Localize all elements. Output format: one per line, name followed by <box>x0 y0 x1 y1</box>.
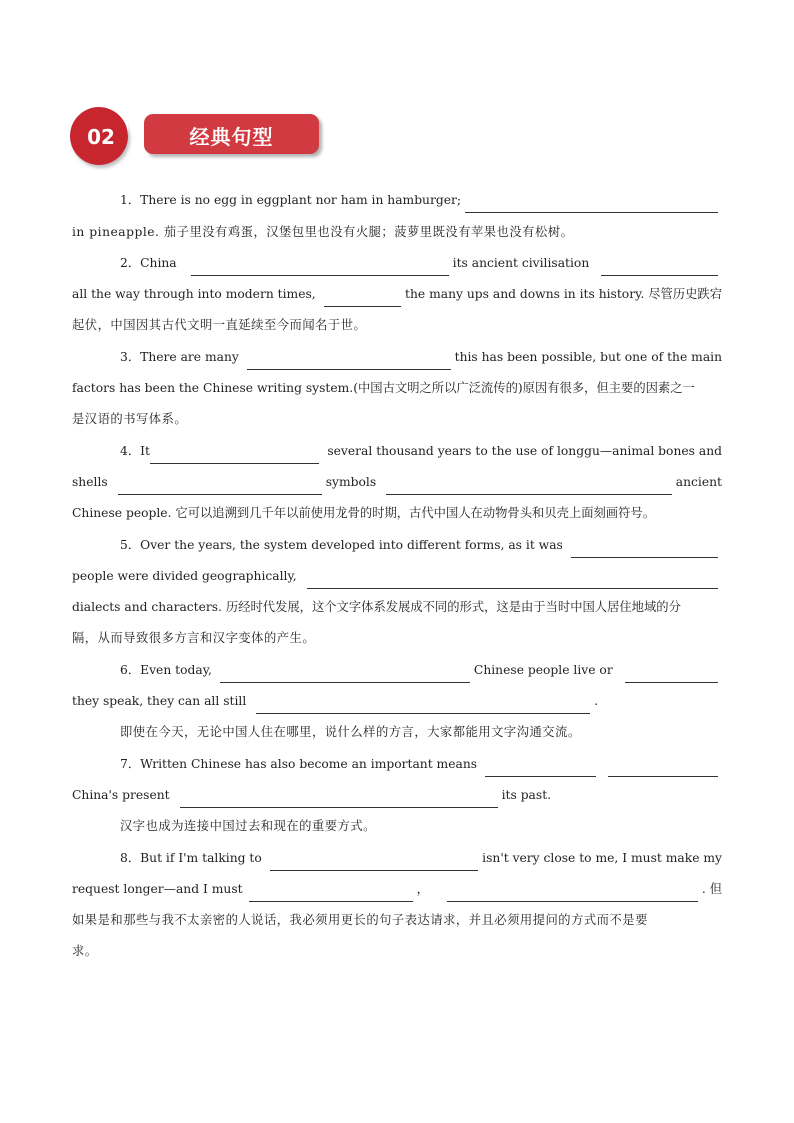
text: 7．Written Chinese has also become an important means <box>120 756 478 771</box>
text: ancient <box>675 474 722 489</box>
text: the many ups and downs in its history. 尽管历史跌宕 <box>405 287 722 302</box>
text: they speak, they can all still <box>72 694 247 709</box>
text: 是汉语的书写体系。 <box>72 412 188 427</box>
sentence-7-line-1 <box>72 745 722 776</box>
section-title: 经典句型 <box>189 125 274 149</box>
text: China's present <box>72 787 170 802</box>
sentence-8-line-4 <box>72 933 722 964</box>
text: symbols <box>325 474 377 489</box>
text: 即使在今天，无论中国人住在哪里，说什么样的方言，大家都能用文字沟通交流。 <box>120 725 581 740</box>
text: 汉字也成为连接中国过去和现在的重要方式。 <box>120 819 376 834</box>
answer-blank[interactable] <box>386 480 672 495</box>
sentence-8-line-2 <box>72 871 722 902</box>
sentence-3-line-1 <box>72 338 722 369</box>
text: 3．There are many <box>120 349 239 364</box>
answer-blank[interactable] <box>191 261 449 276</box>
answer-blank[interactable] <box>150 449 319 464</box>
text: 求。 <box>72 944 98 959</box>
answer-blank[interactable] <box>601 261 718 276</box>
text: . 但 <box>701 881 722 896</box>
text: 起伏，中国因其古代文明一直延续至今而闻名于世。 <box>72 318 367 333</box>
sentence-7-line-2 <box>72 777 722 808</box>
text: 隔，从而导致很多方言和汉字变体的产生。 <box>72 631 316 646</box>
answer-blank[interactable] <box>256 699 590 714</box>
text: . <box>594 694 599 709</box>
text: 4．It <box>120 443 150 458</box>
text: all the way through into modern times, <box>72 287 316 302</box>
answer-blank[interactable] <box>324 292 401 307</box>
answer-blank[interactable] <box>465 198 718 213</box>
sentence-3-line-3 <box>72 401 722 432</box>
sentence-6-line-1 <box>72 651 722 682</box>
answer-blank[interactable] <box>447 887 698 902</box>
sentence-5-line-3 <box>72 589 722 620</box>
text: 如果是和那些与我不太亲密的人说话，我必须用更长的句子表达请求，并且必须用提问的方式而不是要 <box>72 913 648 928</box>
sentence-5-line-1 <box>72 526 722 557</box>
text: request longer—and I must <box>72 881 243 896</box>
sentence-2-line-1 <box>72 245 722 276</box>
text: isn't very close to me, I must make my <box>482 850 722 865</box>
text: 5．Over the years, the system developed into different forms, as it was <box>120 537 563 552</box>
sentence-4-line-3 <box>72 495 722 526</box>
answer-blank[interactable] <box>625 668 718 683</box>
section-header <box>70 103 330 167</box>
answer-blank[interactable] <box>249 887 413 902</box>
text: ， <box>416 881 429 896</box>
section-title-bar <box>144 114 319 154</box>
text: 1．There is no egg in eggplant nor ham in hamburger; <box>120 193 462 208</box>
sentence-5-line-2 <box>72 558 722 589</box>
text: 8．But if I'm talking to <box>120 850 262 865</box>
text: Chinese people. 它可以追溯到几千年以前使用龙骨的时期，古代中国人在动物骨头和贝壳上面刻画符号。 <box>72 506 655 521</box>
sentence-2-line-2 <box>72 276 722 307</box>
sentence-4-line-1 <box>72 432 722 463</box>
answer-blank[interactable] <box>485 762 595 777</box>
text: Chinese people live or <box>473 662 613 677</box>
sentence-1-line-1 <box>72 182 722 213</box>
sentence-3-line-2 <box>72 370 722 401</box>
text: shells <box>72 474 108 489</box>
text: factors has been the Chinese writing system.(中国古文明之所以广泛流传的)原因有很多，但主要的因素之一 <box>72 381 695 396</box>
answer-blank[interactable] <box>571 543 718 558</box>
text: its past. <box>501 787 552 802</box>
answer-blank[interactable] <box>270 856 478 871</box>
section-number: 02 <box>87 125 115 149</box>
sentence-6-line-3 <box>72 714 722 745</box>
text: in pineapple. 茄子里没有鸡蛋，汉堡包里也没有火腿；菠萝里既没有苹果也没有松树。 <box>72 224 574 239</box>
answer-blank[interactable] <box>247 355 451 370</box>
sentence-1-line-2 <box>72 213 722 244</box>
text: people were divided geographically, <box>72 568 297 583</box>
sentence-5-line-4 <box>72 620 722 651</box>
sentence-7-line-3 <box>72 808 722 839</box>
text: several thousand years to the use of longgu—animal bones and <box>327 443 722 458</box>
text: 6．Even today, <box>120 662 212 677</box>
answer-blank[interactable] <box>220 668 470 683</box>
sentence-4-line-2 <box>72 464 722 495</box>
answer-blank[interactable] <box>307 574 718 589</box>
answer-blank[interactable] <box>180 793 498 808</box>
sentence-list <box>72 182 722 964</box>
text: this has been possible, but one of the main <box>454 349 722 364</box>
sentence-8-line-1 <box>72 839 722 870</box>
sentence-6-line-2 <box>72 683 722 714</box>
sentence-8-line-3 <box>72 902 722 933</box>
text: dialects and characters. 历经时代发展，这个文字体系发展成不同的形式，这是由于当时中国人居住地域的分 <box>72 600 681 615</box>
text: 2．China <box>120 255 177 270</box>
answer-blank[interactable] <box>608 762 718 777</box>
text: its ancient civilisation <box>452 255 590 270</box>
sentence-2-line-3 <box>72 307 722 338</box>
answer-blank[interactable] <box>118 480 322 495</box>
